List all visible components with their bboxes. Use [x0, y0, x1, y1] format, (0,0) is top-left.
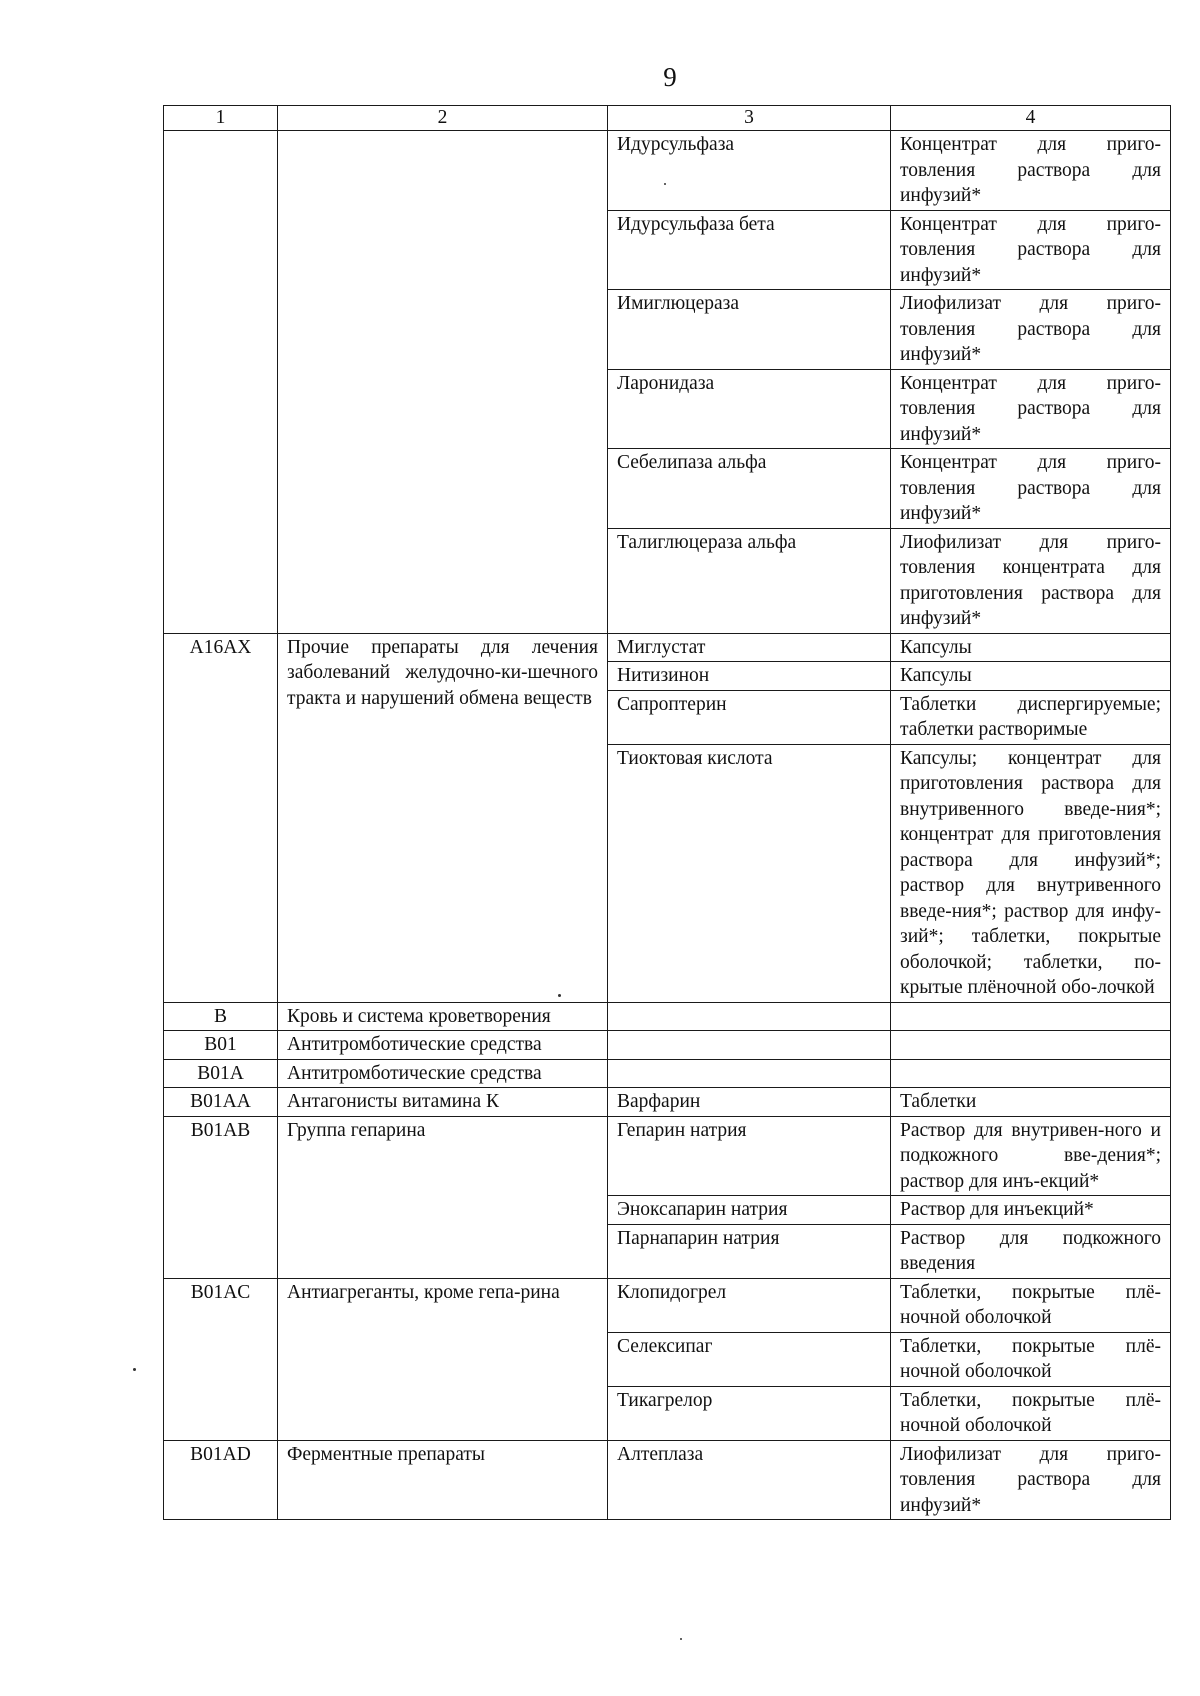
- header-row: [164, 106, 1171, 131]
- drug-table: [163, 105, 1171, 1520]
- code-cell: B01AA: [164, 1088, 278, 1117]
- form-cell: Капсулы; концентрат для приготовления раствора для внутривенного введе-ния*; концентрат для приготовления раствора для инфузий*; раствор для внутривенного введе-ния*; раствор для инфу-зий*; таблетки, покрытые оболочкой; таблетки, по-крытые плёночной обо-лочкой: [891, 744, 1171, 1002]
- group-cell: [278, 131, 608, 634]
- table-row: [164, 1116, 1171, 1196]
- form-cell: Концентрат для приго-товления раствора для инфузий*: [891, 369, 1171, 449]
- scan-speck: [133, 1368, 136, 1371]
- form-cell: [891, 1002, 1171, 1031]
- group-cell: Антитромботические средства: [278, 1059, 608, 1088]
- code-cell: B: [164, 1002, 278, 1031]
- code-cell: B01AD: [164, 1440, 278, 1520]
- drug-cell: Тикагрелор: [608, 1386, 891, 1440]
- scan-speck: [558, 994, 561, 997]
- drug-cell: Идурсульфаза бета: [608, 210, 891, 290]
- group-cell: Прочие препараты для лечения заболеваний желудочно-ки-шечного тракта и нарушений обмена веществ: [278, 633, 608, 1002]
- header-col-2: 2: [278, 106, 608, 131]
- form-cell: Раствор для внутривен-ного и подкожного вве-дения*; раствор для инъ-екций*: [891, 1116, 1171, 1196]
- drug-cell: Ларонидаза: [608, 369, 891, 449]
- table-row: [164, 1059, 1171, 1088]
- drug-cell: Идурсульфаза: [608, 131, 891, 211]
- form-cell: Таблетки: [891, 1088, 1171, 1117]
- form-cell: Лиофилизат для приго-товления раствора для инфузий*: [891, 290, 1171, 370]
- table-row: [164, 633, 1171, 662]
- scan-speck: [680, 1638, 682, 1640]
- form-cell: Таблетки, покрытые плё-ночной оболочкой: [891, 1278, 1171, 1332]
- group-cell: Антагонисты витамина К: [278, 1088, 608, 1117]
- drug-cell: [608, 1002, 891, 1031]
- form-cell: Таблетки, покрытые плё-ночной оболочкой: [891, 1332, 1171, 1386]
- code-cell: B01: [164, 1031, 278, 1060]
- code-cell: B01A: [164, 1059, 278, 1088]
- drug-cell: Сапроптерин: [608, 690, 891, 744]
- drug-cell: Талиглюцераза альфа: [608, 528, 891, 633]
- table-row: [164, 1440, 1171, 1520]
- form-cell: Капсулы: [891, 662, 1171, 691]
- table-row: [164, 1088, 1171, 1117]
- header-col-3: 3: [608, 106, 891, 131]
- form-cell: Раствор для подкожного введения: [891, 1224, 1171, 1278]
- form-cell: Концентрат для приго-товления раствора для инфузий*: [891, 449, 1171, 529]
- drug-cell: Себелипаза альфа: [608, 449, 891, 529]
- group-cell: Группа гепарина: [278, 1116, 608, 1278]
- code-cell: [164, 131, 278, 634]
- code-cell: B01AC: [164, 1278, 278, 1440]
- drug-cell: Миглустат: [608, 633, 891, 662]
- group-cell: Антитромботические средства: [278, 1031, 608, 1060]
- form-cell: Капсулы: [891, 633, 1171, 662]
- header-col-1: 1: [164, 106, 278, 131]
- drug-cell: Парнапарин натрия: [608, 1224, 891, 1278]
- drug-cell: [608, 1059, 891, 1088]
- form-cell: Раствор для инъекций*: [891, 1196, 1171, 1225]
- table-row: [164, 1002, 1171, 1031]
- group-cell: Ферментные препараты: [278, 1440, 608, 1520]
- form-cell: Концентрат для приго-товления раствора для инфузий*: [891, 210, 1171, 290]
- form-cell: Концентрат для приго-товления раствора для инфузий*: [891, 131, 1171, 211]
- drug-cell: Тиоктовая кислота: [608, 744, 891, 1002]
- code-cell: B01AB: [164, 1116, 278, 1278]
- drug-cell: Варфарин: [608, 1088, 891, 1117]
- form-cell: [891, 1031, 1171, 1060]
- drug-cell: Имиглюцераза: [608, 290, 891, 370]
- form-cell: [891, 1059, 1171, 1088]
- table-row: [164, 1278, 1171, 1332]
- drug-cell: Эноксапарин натрия: [608, 1196, 891, 1225]
- drug-cell: Гепарин натрия: [608, 1116, 891, 1196]
- drug-cell: [608, 1031, 891, 1060]
- code-cell: A16AX: [164, 633, 278, 1002]
- drug-cell: Алтеплаза: [608, 1440, 891, 1520]
- form-cell: Лиофилизат для приго-товления концентрата для приготовления раствора для инфузий*: [891, 528, 1171, 633]
- form-cell: Таблетки диспергируемые; таблетки растворимые: [891, 690, 1171, 744]
- scan-speck: [664, 183, 666, 185]
- table-row: [164, 1031, 1171, 1060]
- drug-cell: Нитизинон: [608, 662, 891, 691]
- page-number: 9: [663, 62, 677, 92]
- drug-cell: Клопидогрел: [608, 1278, 891, 1332]
- form-cell: Лиофилизат для приго-товления раствора для инфузий*: [891, 1440, 1171, 1520]
- drug-cell: Селексипаг: [608, 1332, 891, 1386]
- group-cell: Кровь и система кроветворения: [278, 1002, 608, 1031]
- header-col-4: 4: [891, 106, 1171, 131]
- group-cell: Антиагреганты, кроме гепа-рина: [278, 1278, 608, 1440]
- table-row: [164, 131, 1171, 211]
- form-cell: Таблетки, покрытые плё-ночной оболочкой: [891, 1386, 1171, 1440]
